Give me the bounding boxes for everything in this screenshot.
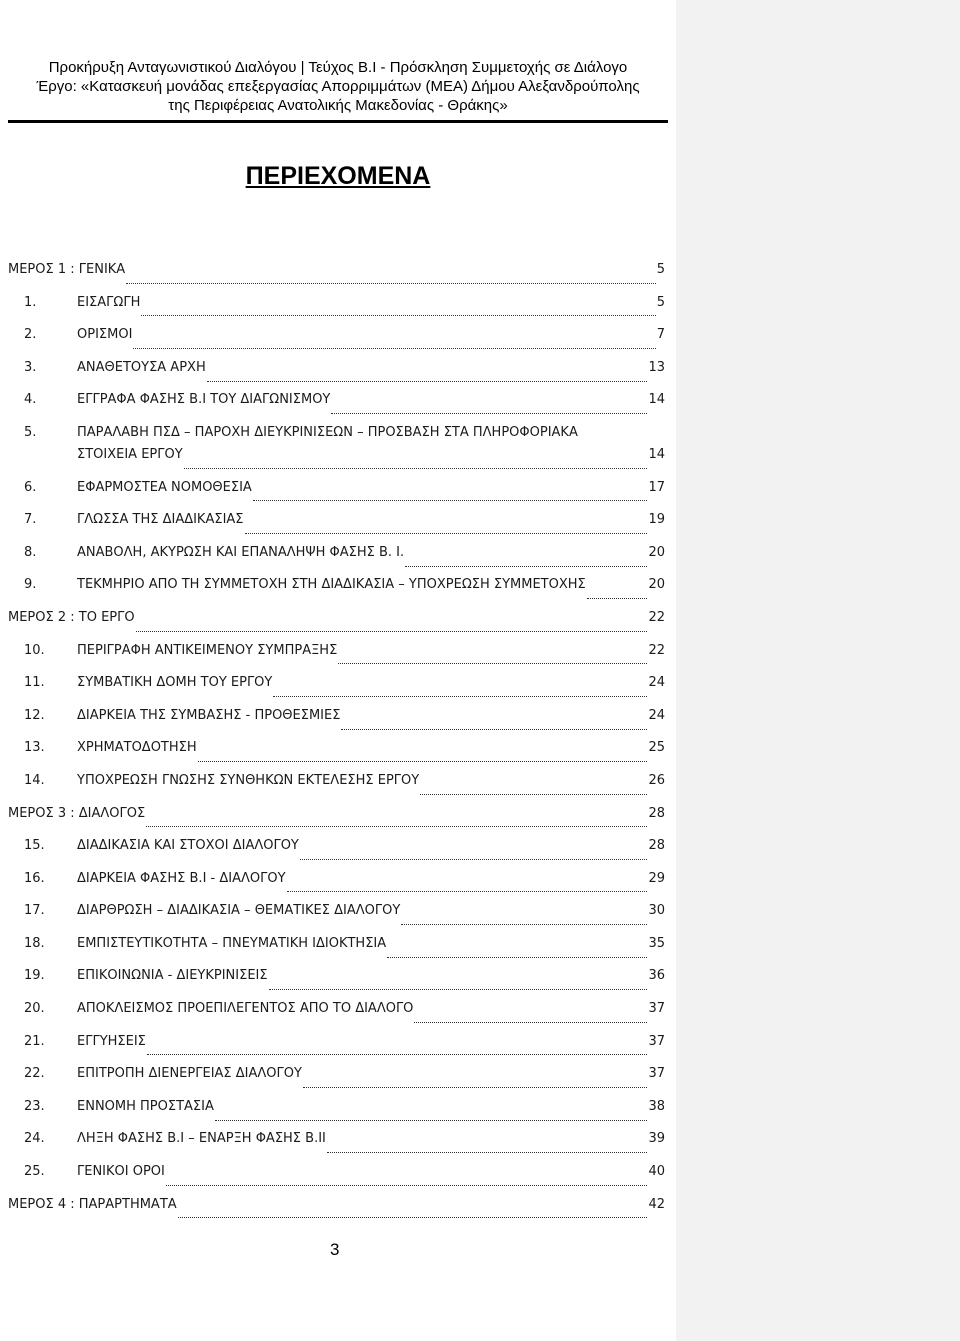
toc-entry[interactable] xyxy=(8,262,665,295)
toc-entry-label: ΕΜΠΙΣΤΕΥΤΙΚΟΤΗΤΑ – ΠΝΕΥΜΑΤΙΚΗ ΙΔΙΟΚΤΗΣΙΑ xyxy=(77,935,387,951)
toc-entry-number: 25. xyxy=(24,1164,45,1180)
toc-entry[interactable] xyxy=(8,1131,665,1164)
toc-entry-number: 13. xyxy=(24,740,45,756)
toc-entry-number: 1. xyxy=(24,294,37,310)
page-number: 3 xyxy=(330,1240,340,1259)
toc-entry[interactable] xyxy=(8,512,665,545)
toc-entry-page: 14 xyxy=(648,446,665,462)
toc-entry[interactable] xyxy=(8,327,665,360)
toc-dot-leader xyxy=(136,631,648,632)
toc-entry-label: ΔΙΑΡΚΕΙΑ ΤΗΣ ΣΥΜΒΑΣΗΣ - ΠΡΟΘΕΣΜΙΕΣ xyxy=(77,707,341,723)
toc-entry-page: 24 xyxy=(648,707,665,723)
toc-dot-leader xyxy=(387,957,647,958)
toc-entry-number: 21. xyxy=(24,1033,45,1049)
toc-entry-page: 39 xyxy=(648,1131,665,1147)
toc-entry-label: ΠΕΡΙΓΡΑΦΗ ΑΝΤΙΚΕΙΜΕΝΟΥ ΣΥΜΠΡΑΞΗΣ xyxy=(77,642,338,658)
toc-entry-page: 19 xyxy=(648,512,665,528)
toc-dot-leader xyxy=(341,729,647,730)
toc-entry-label: ΣΥΜΒΑΤΙΚΗ ΔΟΜΗ ΤΟΥ ΕΡΓΟΥ xyxy=(77,675,273,691)
toc-entry[interactable] xyxy=(8,1099,665,1132)
toc-entry-number: 14. xyxy=(24,772,45,788)
toc-entry-label: ΜΕΡΟΣ 4 : ΠΑΡΑΡΤΗΜΑΤΑ xyxy=(8,1196,177,1212)
toc-entry[interactable] xyxy=(8,1034,665,1067)
toc-entry-page: 7 xyxy=(656,327,665,343)
toc-dot-leader xyxy=(303,1087,648,1088)
toc-entry-label: ΧΡΗΜΑΤΟΔΟΤΗΣΗ xyxy=(77,740,197,756)
toc-entry-number: 19. xyxy=(24,968,45,984)
toc-dot-leader xyxy=(587,598,648,599)
toc-entry-number: 2. xyxy=(24,327,37,343)
toc-entry-label: ΑΝΑΒΟΛΗ, ΑΚΥΡΩΣΗ ΚΑΙ ΕΠΑΝΑΛΗΨΗ ΦΑΣΗΣ Β. Ι. xyxy=(77,544,405,560)
toc-dot-leader xyxy=(273,696,647,697)
toc-dot-leader xyxy=(184,468,648,469)
toc-entry-number: 10. xyxy=(24,642,45,658)
toc-entry-label: ΣΤΟΙΧΕΙΑ ΕΡΓΟΥ xyxy=(77,446,183,462)
toc-dot-leader xyxy=(405,566,647,567)
toc-entry-label: ΔΙΑΡΚΕΙΑ ΦΑΣΗΣ Β.Ι - ΔΙΑΛΟΓΟΥ xyxy=(77,870,286,886)
toc-entry[interactable] xyxy=(8,773,665,806)
margin-panel xyxy=(676,0,960,1341)
toc-entry-number: 18. xyxy=(24,935,45,951)
toc-entry-number: 11. xyxy=(24,675,45,691)
toc-entry-number: 4. xyxy=(24,392,37,408)
toc-entry-number: 7. xyxy=(24,512,37,528)
toc-dot-leader xyxy=(338,663,647,664)
page-title: ΠΕΡΙΕΧΟΜΕΝΑ xyxy=(245,162,431,190)
toc-entry[interactable] xyxy=(8,577,665,610)
toc-entry-number: 23. xyxy=(24,1098,45,1114)
toc-entry-label: ΕΙΣΑΓΩΓΗ xyxy=(77,294,141,310)
toc-entry-label: ΕΓΓΥΗΣΕΙΣ xyxy=(77,1033,146,1049)
toc-entry-number: 24. xyxy=(24,1131,45,1147)
toc-entry-label: ΕΓΓΡΑΦΑ ΦΑΣΗΣ Β.Ι ΤΟΥ ΔΙΑΓΩΝΙΣΜΟΥ xyxy=(77,392,331,408)
toc-dot-leader xyxy=(269,989,648,990)
toc-dot-leader xyxy=(146,826,647,827)
toc-entry-page: 37 xyxy=(648,1001,665,1017)
toc-entry[interactable] xyxy=(8,1066,665,1099)
toc-dot-leader xyxy=(133,348,655,349)
toc-entry-page: 24 xyxy=(648,675,665,691)
toc-entry-number: 12. xyxy=(24,707,45,723)
toc-entry-label: ΤΕΚΜΗΡΙΟ ΑΠΟ ΤΗ ΣΥΜΜΕΤΟΧΗ ΣΤΗ ΔΙΑΔΙΚΑΣΙΑ – ΥΠΟΧΡΕΩΣΗ ΣΥΜΜΕΤΟΧΗΣ xyxy=(77,577,586,593)
toc-entry[interactable] xyxy=(8,425,665,447)
toc-entry-label: ΔΙΑΡΘΡΩΣΗ – ΔΙΑΔΙΚΑΣΙΑ – ΘΕΜΑΤΙΚΕΣ ΔΙΑΛΟΓΟΥ xyxy=(77,903,401,919)
toc-entry-page: 30 xyxy=(648,903,665,919)
toc-entry-page: 28 xyxy=(648,805,665,821)
toc-entry[interactable] xyxy=(8,1164,665,1197)
header-line-2: Έργο: «Κατασκευή μονάδας επεξεργασίας Απορριμμάτων (ΜΕΑ) Δήμου Αλεξανδρούπολης xyxy=(36,78,640,95)
toc-entry-page: 17 xyxy=(648,479,665,495)
toc-entry-number: 8. xyxy=(24,544,37,560)
toc-entry-label: ΓΛΩΣΣΑ ΤΗΣ ΔΙΑΔΙΚΑΣΙΑΣ xyxy=(77,512,244,528)
toc-entry-page: 14 xyxy=(648,392,665,408)
toc-entry-page: 22 xyxy=(648,642,665,658)
toc-entry-label: ΜΕΡΟΣ 1 : ΓΕΝΙΚΑ xyxy=(8,262,126,277)
header-line-3: της Περιφέρειας Ανατολικής Μακεδονίας - Θράκης» xyxy=(168,97,508,114)
toc-dot-leader xyxy=(141,315,655,316)
toc-entry[interactable] xyxy=(8,740,665,773)
toc-entry[interactable] xyxy=(8,936,665,969)
toc-entry-label: ΔΙΑΔΙΚΑΣΙΑ ΚΑΙ ΣΤΟΧΟΙ ΔΙΑΛΟΓΟΥ xyxy=(77,838,299,854)
toc-entry[interactable] xyxy=(8,838,665,871)
toc-entry-label: ΑΝΑΘΕΤΟΥΣΑ ΑΡΧΗ xyxy=(77,359,206,375)
toc-entry-number: 16. xyxy=(24,870,45,886)
toc-entry-label: ΕΠΙΚΟΙΝΩΝΙΑ - ΔΙΕΥΚΡΙΝΙΣΕΙΣ xyxy=(77,968,268,984)
toc-entry[interactable] xyxy=(8,1001,665,1034)
toc-entry-label: ΛΗΞΗ ΦΑΣΗΣ Β.Ι – ΕΝΑΡΞΗ ΦΑΣΗΣ Β.ΙΙ xyxy=(77,1131,326,1147)
toc-dot-leader xyxy=(166,1185,648,1186)
toc-dot-leader xyxy=(253,500,648,501)
toc-entry-number: 22. xyxy=(24,1066,45,1082)
toc-entry[interactable] xyxy=(8,871,665,904)
toc-entry-page: 28 xyxy=(648,838,665,854)
toc-entry[interactable] xyxy=(8,295,665,328)
toc-entry[interactable] xyxy=(8,480,665,513)
toc-entry-page: 36 xyxy=(648,968,665,984)
toc-dot-leader xyxy=(178,1217,648,1218)
toc-dot-leader xyxy=(401,924,647,925)
toc-entry-page: 13 xyxy=(648,359,665,375)
toc-entry-page: 40 xyxy=(648,1164,665,1180)
toc-entry-label: ΓΕΝΙΚΟΙ ΟΡΟΙ xyxy=(77,1164,165,1180)
toc-entry[interactable] xyxy=(8,360,665,393)
toc-entry-label: ΜΕΡΟΣ 3 : ΔΙΑΛΟΓΟΣ xyxy=(8,805,146,821)
toc-entry-page: 35 xyxy=(648,935,665,951)
toc-entry-page: 20 xyxy=(648,544,665,560)
toc-entry-number: 20. xyxy=(24,1001,45,1017)
toc-dot-leader xyxy=(207,381,648,382)
toc-entry-page: 29 xyxy=(648,870,665,886)
toc-entry-page: 5 xyxy=(656,262,665,277)
toc-entry-number: 17. xyxy=(24,903,45,919)
document-header xyxy=(0,58,676,115)
toc-entry-label: ΥΠΟΧΡΕΩΣΗ ΓΝΩΣΗΣ ΣΥΝΘΗΚΩΝ ΕΚΤΕΛΕΣΗΣ ΕΡΓΟΥ xyxy=(77,772,420,788)
toc-dot-leader xyxy=(327,1152,648,1153)
toc-entry-page: 37 xyxy=(648,1066,665,1082)
toc-entry[interactable] xyxy=(8,1197,665,1230)
toc-entry[interactable] xyxy=(8,447,665,480)
toc-entry[interactable] xyxy=(8,708,665,741)
toc-entry-page: 5 xyxy=(656,294,665,310)
toc-entry-number: 3. xyxy=(24,359,37,375)
toc-entry-label: ΕΦΑΡΜΟΣΤΕΑ ΝΟΜΟΘΕΣΙΑ xyxy=(77,479,252,495)
toc-entry-label: ΑΠΟΚΛΕΙΣΜΟΣ ΠΡΟΕΠΙΛΕΓΕΝΤΟΣ ΑΠΟ ΤΟ ΔΙΑΛΟΓΟ xyxy=(77,1001,414,1017)
toc-entry-page: 38 xyxy=(648,1098,665,1114)
toc-dot-leader xyxy=(300,859,648,860)
toc-entry-number: 9. xyxy=(24,577,37,593)
toc-entry-label: ΜΕΡΟΣ 2 : ΤΟ ΕΡΓΟ xyxy=(8,609,135,625)
toc-dot-leader xyxy=(414,1022,647,1023)
toc-dot-leader xyxy=(245,533,648,534)
toc-entry-label: ΟΡΙΣΜΟΙ xyxy=(77,327,133,343)
toc-entry[interactable] xyxy=(8,392,665,425)
toc-entry[interactable] xyxy=(8,903,665,936)
toc-entry-number: 5. xyxy=(24,424,37,440)
toc-entry[interactable] xyxy=(8,643,665,676)
toc-dot-leader xyxy=(126,283,656,284)
toc-dot-leader xyxy=(331,413,647,414)
toc-entry-number: 15. xyxy=(24,838,45,854)
toc-entry[interactable] xyxy=(8,545,665,578)
header-line-1: Προκήρυξη Ανταγωνιστικού Διαλόγου | Τεύχος Β.Ι - Πρόσκληση Συμμετοχής σε Διάλογο xyxy=(48,59,628,76)
toc-entry-number: 6. xyxy=(24,479,37,495)
toc-dot-leader xyxy=(287,891,648,892)
toc-dot-leader xyxy=(147,1054,648,1055)
table-of-contents xyxy=(8,262,665,1229)
toc-entry-page: 37 xyxy=(648,1033,665,1049)
toc-entry-label: ΠΑΡΑΛΑΒΗ ΠΣΔ – ΠΑΡΟΧΗ ΔΙΕΥΚΡΙΝΙΣΕΩΝ – ΠΡΟΣΒΑΣΗ ΣΤΑ ΠΛΗΡΟΦΟΡΙΑΚΑ xyxy=(77,424,578,440)
toc-entry[interactable] xyxy=(8,968,665,1001)
toc-dot-leader xyxy=(420,794,647,795)
toc-entry[interactable] xyxy=(8,675,665,708)
toc-dot-leader xyxy=(215,1120,648,1121)
toc-dot-leader xyxy=(198,761,648,762)
toc-entry-label: ΕΠΙΤΡΟΠΗ ΔΙΕΝΕΡΓΕΙΑΣ ΔΙΑΛΟΓΟΥ xyxy=(77,1066,302,1082)
toc-entry-page: 42 xyxy=(648,1196,665,1212)
toc-entry-page: 25 xyxy=(648,740,665,756)
toc-entry-page: 20 xyxy=(648,577,665,593)
header-rule xyxy=(8,120,668,123)
toc-entry-page: 26 xyxy=(648,772,665,788)
toc-entry-page: 22 xyxy=(648,609,665,625)
toc-entry-label: ΕΝΝΟΜΗ ΠΡΟΣΤΑΣΙΑ xyxy=(77,1098,214,1114)
toc-entry[interactable] xyxy=(8,806,665,839)
toc-entry[interactable] xyxy=(8,610,665,643)
